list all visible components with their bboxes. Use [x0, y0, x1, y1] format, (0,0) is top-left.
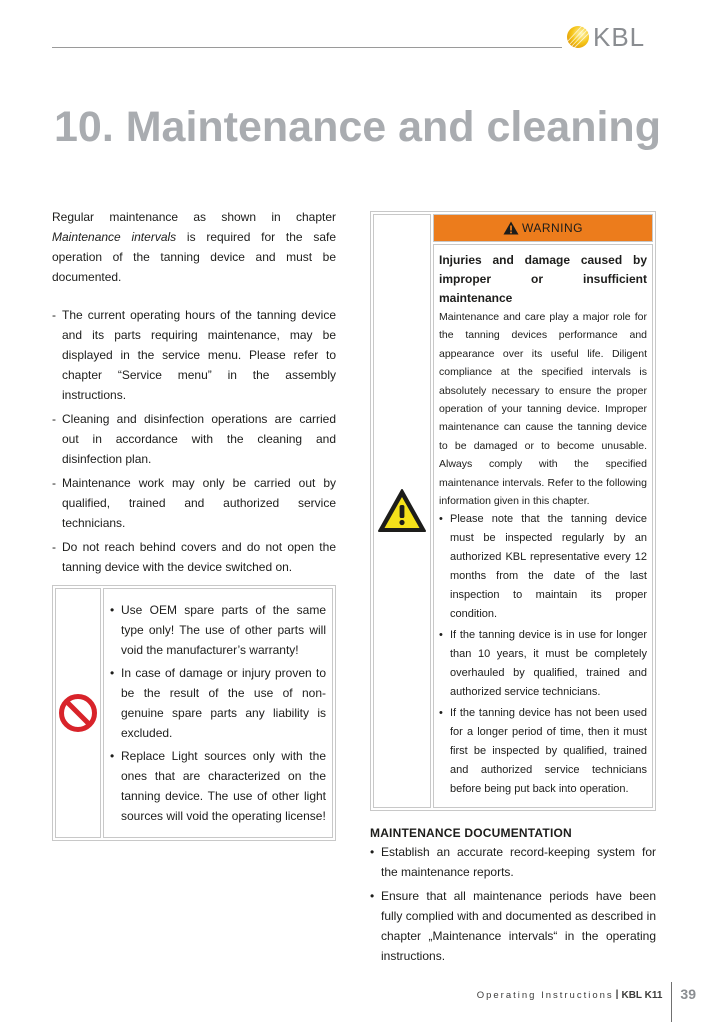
list-item-text: Cleaning and disinfection operations are carried out in accordance with the cleaning and disinfection plan.: [62, 412, 336, 466]
warning-icon-cell: [373, 214, 431, 808]
prohibition-icon-cell: [55, 588, 101, 838]
bullet-marker: •: [110, 603, 115, 617]
list-item-text: Maintenance work may only be carried out by qualified, trained and authorized service technicians.: [62, 476, 336, 530]
list-item: [52, 537, 336, 577]
warning-content: [433, 214, 653, 808]
bullet-marker: •: [370, 845, 375, 860]
bullet-marker: •: [370, 889, 375, 904]
list-item: [439, 510, 647, 624]
list-item: [110, 746, 326, 826]
bullet-marker: •: [110, 749, 115, 763]
right-column: [370, 207, 656, 970]
warning-heading-line-2: improper or insufficient maintenance: [439, 272, 647, 305]
kbl-logo: [563, 22, 645, 52]
warning-heading-line-1: Injuries and damage caused by: [439, 253, 647, 267]
section-heading: MAINTENANCE DOCUMENTATION: [370, 826, 572, 841]
page-footer: [477, 982, 696, 1022]
maintenance-documentation-section: [370, 825, 656, 966]
list-item: [52, 305, 336, 405]
documentation-list: [370, 842, 656, 966]
spare-parts-rules-list: [110, 600, 326, 826]
list-item: [439, 626, 647, 702]
warning-small-triangle-icon: [503, 221, 519, 235]
warning-heading: [439, 251, 647, 308]
intro-text-end: is required for the safe operation of the tanning device and must be documented.: [52, 230, 336, 284]
list-item: [370, 842, 656, 882]
list-item: [52, 409, 336, 469]
content-columns: [52, 207, 656, 970]
dash-marker: -: [52, 308, 56, 322]
prohibition-notice-box: [52, 585, 336, 841]
footer-divider: [671, 982, 672, 1022]
brand-name: KBL: [593, 21, 646, 52]
warning-triangle-icon: [377, 488, 427, 534]
list-item-text: If the tanning device has not been used for a longer period of time, then it must first be inspected by qualified, trained and authorized service technicians before being put back into operation.: [450, 707, 647, 796]
dash-marker: -: [52, 412, 56, 426]
warning-banner: [433, 214, 653, 242]
prohibition-icon: [58, 693, 98, 733]
list-item-text: The current operating hours of the tanning device and its parts requiring maintenance, may be displayed in the service menu. Please refer to chapter “Service menu” in the assembly instructions.: [62, 308, 336, 402]
warning-body: [433, 244, 653, 808]
list-item: [439, 704, 647, 799]
list-item: [52, 473, 336, 533]
list-item-text: If the tanning device is in use for longer than 10 years, it must be completely overhauled by qualified, trained and authorized service technicians.: [450, 629, 647, 699]
prohibition-text-cell: [103, 588, 333, 838]
warning-description: Maintenance and care play a major role for the tanning devices performance and appearance over its useful life. Diligent compliance at the specified intervals is absolutely necessary to ensure the proper operation of your tanning device. Improper maintenance can cause the tanning device to be damaged or to become unusable. Always comply with the specified maintenance intervals. Refer to the following information given in this chapter.: [439, 311, 647, 508]
list-item-text: Do not reach behind covers and do not open the tanning device with the device switched on.: [62, 540, 336, 574]
dash-marker: -: [52, 476, 56, 490]
footer-separator: |: [615, 989, 619, 1000]
list-item-text: Replace Light sources only with the ones that are characterized on the tanning device. The use of other light sources will void the operating license!: [121, 749, 326, 823]
bullet-marker: •: [439, 513, 443, 526]
warning-label: WARNING: [521, 221, 584, 235]
list-item-text: Please note that the tanning device must be inspected regularly by an authorized KBL representative every 12 months from the date of the last inspection to maintain its proper condition.: [450, 513, 647, 621]
intro-paragraph: [52, 207, 336, 287]
page-number: 39: [680, 986, 696, 1002]
list-item: [370, 886, 656, 966]
intro-chapter-reference: Maintenance intervals: [52, 230, 177, 244]
list-item-text: In case of damage or injury proven to be the result of the use of non-genuine spare parts any liability is excluded.: [121, 666, 326, 740]
inspection-rules-list: [439, 510, 647, 799]
list-item-text: Ensure that all maintenance periods have been fully complied with and documented as described in chapter „Maintenance intervals“ in the operating instructions.: [381, 889, 656, 964]
footer-document-label: Operating Instructions: [476, 990, 614, 1001]
bullet-marker: •: [439, 707, 443, 720]
bullet-marker: •: [110, 666, 115, 680]
sun-swirl-logo-icon: [563, 23, 591, 51]
page-title: 10. Maintenance and cleaning: [54, 103, 661, 151]
dash-marker: -: [52, 540, 56, 554]
list-item: [110, 600, 326, 660]
maintenance-rules-list: [52, 305, 336, 577]
footer-model-name: KBL K11: [621, 990, 663, 1001]
list-item-text: Establish an accurate record-keeping system for the maintenance reports.: [381, 845, 656, 880]
left-column: [52, 207, 336, 841]
list-item-text: Use OEM spare parts of the same type only! The use of other parts will void the manufacturer’s warranty!: [121, 603, 326, 657]
warning-box: [370, 211, 656, 811]
bullet-marker: •: [439, 629, 443, 642]
list-item: [110, 663, 326, 743]
intro-text-start: Regular maintenance as shown in chapter: [52, 210, 336, 224]
header-rule: [52, 47, 562, 48]
